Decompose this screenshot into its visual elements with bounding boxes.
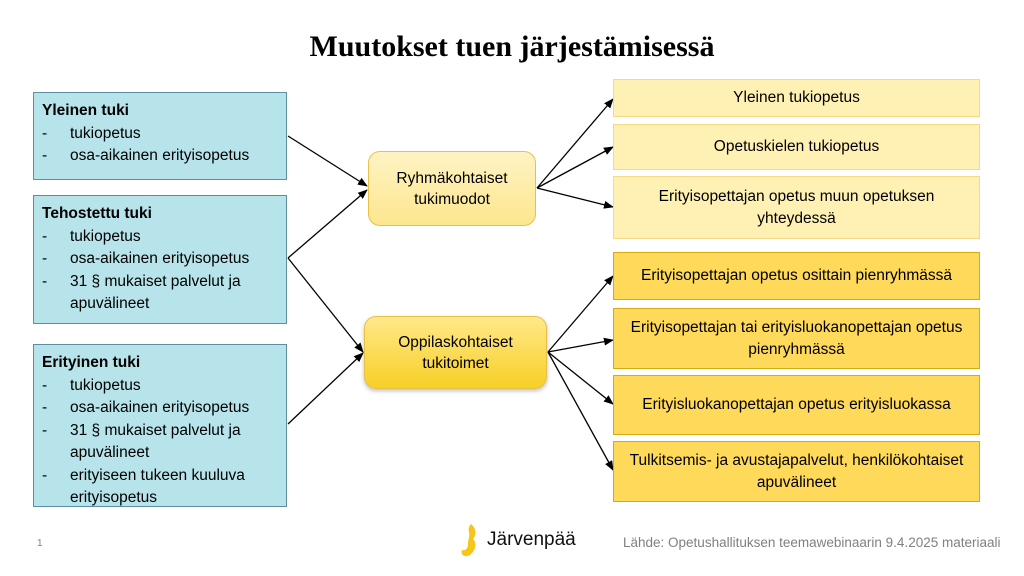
right-individual-item: Erityisopettajan opetus osittain pienryhmässä	[613, 252, 980, 300]
arrow-erityinen-to-individual	[288, 353, 363, 424]
arrow-individual-to-right-2	[548, 340, 613, 352]
list-item: - 31 § mukaiset palvelut ja apuvälineet	[42, 271, 280, 316]
source-note: Lähde: Opetushallituksen teemawebinaarin 9.4.2025 materiaali	[623, 535, 1001, 550]
right-group-item: Yleinen tukiopetus	[613, 79, 980, 117]
arrow-group-to-right-1	[537, 99, 613, 188]
jarvenpaa-logo	[459, 523, 576, 557]
right-individual-item: Tulkitsemis- ja avustajapalvelut, henkilökohtaiset apuvälineet	[613, 441, 980, 502]
arrow-tehostettu-to-individual	[288, 258, 363, 352]
arrow-individual-to-right-3	[548, 352, 613, 404]
list-item: - osa-aikainen erityisopetus	[42, 397, 280, 420]
right-group-item: Erityisopettajan opetus muun opetuksen yhteydessä	[613, 176, 980, 239]
arrow-individual-to-right-1	[548, 276, 613, 352]
box-erityinen-tuki	[33, 344, 287, 507]
individual-support-node: Oppilaskohtaiset tukitoimet	[364, 316, 547, 389]
logo-mark-icon	[459, 523, 481, 557]
arrow-group-to-right-3	[537, 188, 613, 207]
box-heading: Yleinen tuki	[42, 102, 129, 119]
list-item: - erityiseen tukeen kuuluva erityisopetus	[42, 465, 280, 510]
box-heading: Erityinen tuki	[42, 354, 141, 371]
right-individual-item: Erityisluokanopettajan opetus erityisluokassa	[613, 375, 980, 435]
list-item: - tukiopetus	[42, 123, 280, 146]
logo-text: Järvenpää	[487, 529, 576, 550]
list-item: - 31 § mukaiset palvelut ja apuvälineet	[42, 420, 280, 465]
page-title: Muutokset tuen järjestämisessä	[309, 30, 715, 63]
right-individual-item: Erityisopettajan tai erityisluokanopettajan opetus pienryhmässä	[613, 308, 980, 369]
arrow-group-to-right-2	[537, 147, 613, 188]
box-tehostettu-tuki	[33, 195, 287, 324]
arrow-individual-to-right-4	[548, 352, 613, 470]
list-item: - tukiopetus	[42, 375, 280, 398]
box-yleinen-tuki	[33, 92, 287, 180]
arrow-tehostettu-to-group	[288, 190, 367, 258]
list-item: - tukiopetus	[42, 226, 280, 249]
box-heading: Tehostettu tuki	[42, 205, 152, 222]
arrow-yleinen-to-group	[288, 136, 367, 186]
right-group-item: Opetuskielen tukiopetus	[613, 124, 980, 170]
page-number: 1	[37, 538, 43, 549]
list-item: - osa-aikainen erityisopetus	[42, 248, 280, 271]
group-support-node: Ryhmäkohtaiset tukimuodot	[368, 151, 536, 226]
list-item: - osa-aikainen erityisopetus	[42, 145, 280, 168]
